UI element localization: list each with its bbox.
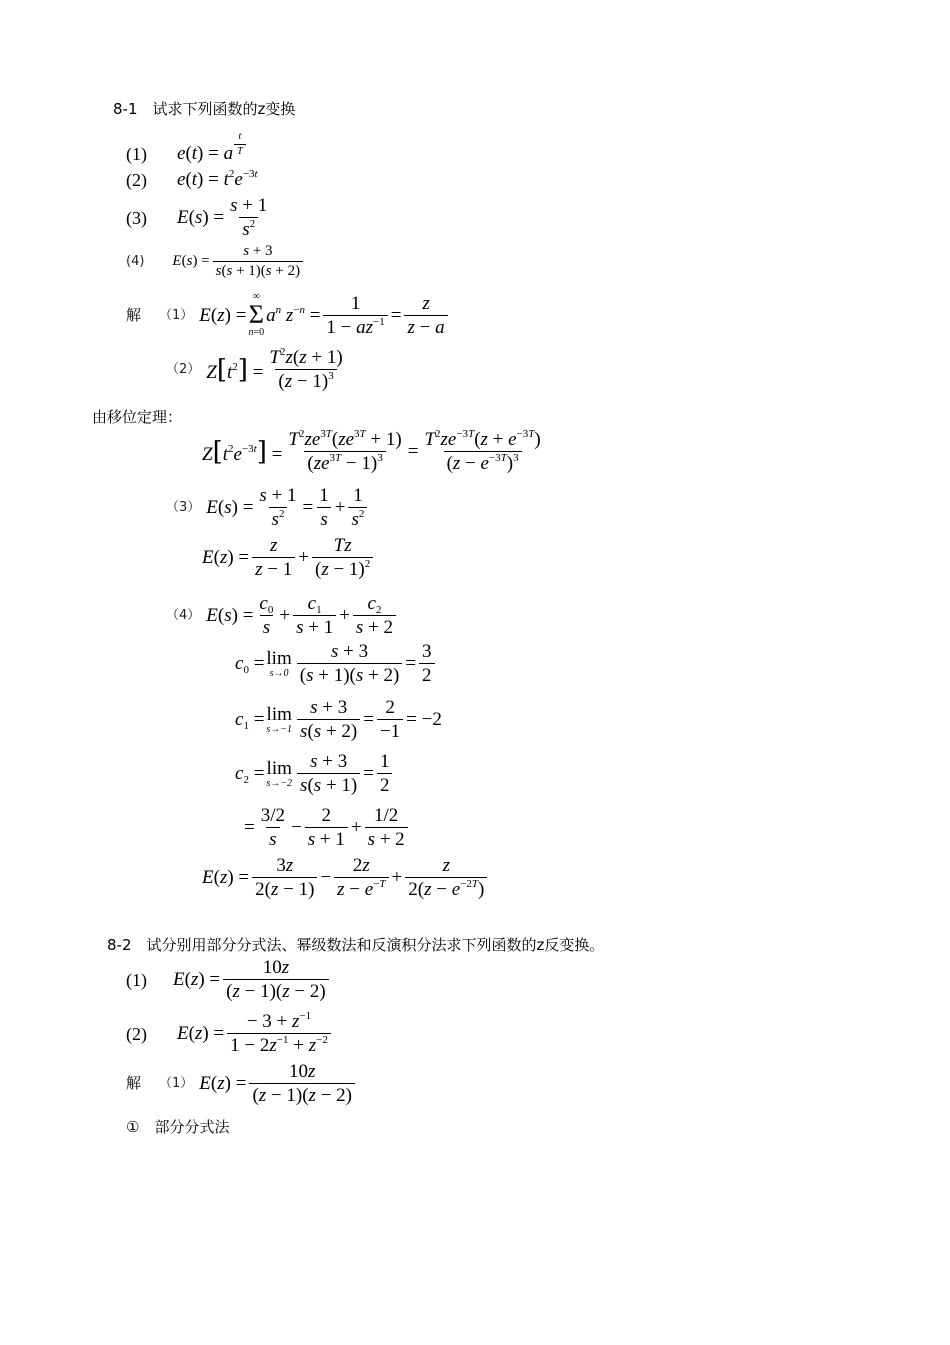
problem-8-2-header: 8-2 试分别用部分分式法、幂级数法和反演积分法求下列函数的z反变换。: [107, 936, 605, 954]
p2-given-1: (1) E(z) = $\frac{10z}{(z - 1)(z - 2)}$: [126, 958, 332, 1001]
given-equation-3: (3) E(s) = $\frac{s + 1}{s^2}$: [126, 195, 268, 240]
step-number: （2）: [166, 362, 201, 377]
c1-equation: $c_1$ = lim s→−1 $\frac{s + 3}{s(s + 2)}$ = $\frac{2}{-1}$ = −2: [235, 697, 442, 742]
solution-3-ez: E(z) = $\frac{z}{z - 1}$ + $\frac{Tz}{(z - 1)^2}$: [202, 536, 376, 579]
p2-solution-1: 解 （1） E(z) = $\frac{10z}{(z - 1)(z - 2)}$: [126, 1062, 358, 1105]
ez-final: E(z) = $\frac{3z}{2(z - 1)}$ − $\frac{2z}{z - e^{-T}}$ + $\frac{z}{2(z - e^{-2T})}$: [202, 856, 490, 899]
given-equation-4: (4) E(s) = $\frac{s + 3}{s(s + 1)(s + 2)}$: [126, 244, 306, 279]
step-number: （1）: [159, 307, 194, 323]
solution-label: 解: [126, 305, 142, 324]
solution-1: 解 （1） E(z) = ∞ Σ n=0 $a^n$ $z^{-n}$ = $\frac{1}{1 - az^{-1}}$ = $\frac{z}{z - a}$: [126, 292, 451, 338]
solution-label: 解: [126, 1074, 142, 1092]
c0-equation: $c_0$ = lim s→0 $\frac{s + 3}{(s + 1)(s + 2)}$ = $\frac{3}{2}$: [235, 642, 438, 685]
problem-8-1-header: 8-1 试求下列函数的z变换: [113, 100, 296, 118]
solution-2: （2） $Z[t^2]$ = $\frac{T^2z(z + 1)}{(z - 1)^3}$: [166, 346, 343, 392]
item-number: (3): [126, 207, 147, 228]
method-partial-fraction: ① 部分分式法: [126, 1118, 230, 1136]
step-number: （3）: [166, 500, 201, 515]
step-number: （1）: [159, 1076, 194, 1091]
c2-equation: $c_2$ = lim s→−2 $\frac{s + 3}{s(s + 1)}$ = $\frac{1}{2}$: [235, 752, 395, 795]
solution-4-es: （4） E(s) = $\frac{c_0}{s}$ + $\frac{c_1}{s + 1}$ + $\frac{c_2}{s + 2}$: [166, 594, 399, 637]
es-expanded: = $\frac{3/2}{s}$ − $\frac{2}{s + 1}$ + $\frac{1/2}{s + 2}$: [244, 806, 411, 849]
item-number: (1): [126, 969, 147, 990]
given-equation-1: (1) e(t) = a $\frac{t}{T}$: [126, 132, 246, 175]
item-number: (2): [126, 169, 147, 190]
shift-equation: $Z[t^2e^{-3t}]$ = $\frac{T^2ze^{3T}(ze^{3T} + 1)}{(ze^{3T} - 1)^3}$ = $\frac{T^2ze^{-3T}(z + e^{-3T})}{(z - e^{-3T})^3}$: [202, 428, 541, 474]
item-number: (4): [126, 254, 145, 269]
shift-theorem-text: 由移位定理：: [92, 408, 183, 426]
solution-3-es: （3） E(s) = $\frac{s + 1}{s^2}$ = $\frac{1}{s}$ + $\frac{1}{s^2}$: [166, 486, 370, 529]
step-number: （4）: [166, 608, 201, 623]
given-equation-2: (2) $e(t) = t^2e^{-3t}$: [126, 168, 258, 190]
p2-given-2: (2) E(z) = $\frac{- 3 + z^{-1}}{1 - 2z^{-1} + z^{-2}}$: [126, 1012, 334, 1055]
item-number: (2): [126, 1023, 147, 1044]
item-number: (1): [126, 143, 147, 164]
